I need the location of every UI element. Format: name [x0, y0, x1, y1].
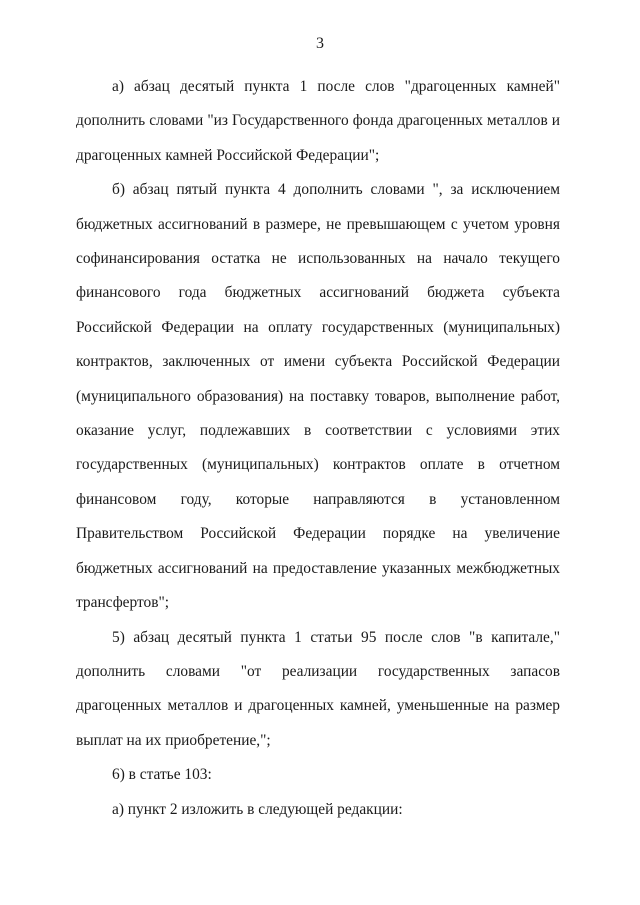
document-body: [76, 70, 560, 827]
paragraph-5-article-95: 5) абзац десятый пункта 1 статьи 95 после слов "в капитале," дополнить словами "от реализации государственных запасов драгоценных металлов и драгоценных камней, уменьшенные на размер выплат на их приобретение,";: [76, 628, 560, 749]
paragraph-b-item-4: б) абзац пятый пункта 4 дополнить словами ", за исключением бюджетных ассигнований в размере, не превышающем с учетом уровня софинансирования остатка не использованных на начало текущего финансового года бюджетных ассигнований бюджета субъекта Российской Федерации на оплату государственных (муниципальных) контрактов, заключенных от имени субъекта Российской Федерации (муниципального образования) на поставку товаров, выполнение работ, оказание услуг, подлежавших в соответствии с условиями этих государственных (муниципальных) контрактов оплате в отчетном финансовом году, которые направляются в установленном Правительством Российской Федерации порядке на увеличение бюджетных ассигнований на предоставление указанных межбюджетных трансфертов";: [76, 181, 560, 612]
page-number: 3: [316, 35, 324, 52]
paragraph-a-item-1: а) абзац десятый пункта 1 после слов "драгоценных камней" дополнить словами "из Государственного фонда драгоценных металлов и драгоценных камней Российской Федерации";: [76, 78, 560, 164]
paragraph-a-item-2: а) пункт 2 изложить в следующей редакции:: [112, 800, 403, 818]
paragraph-6-article-103: 6) в статье 103:: [112, 766, 212, 784]
